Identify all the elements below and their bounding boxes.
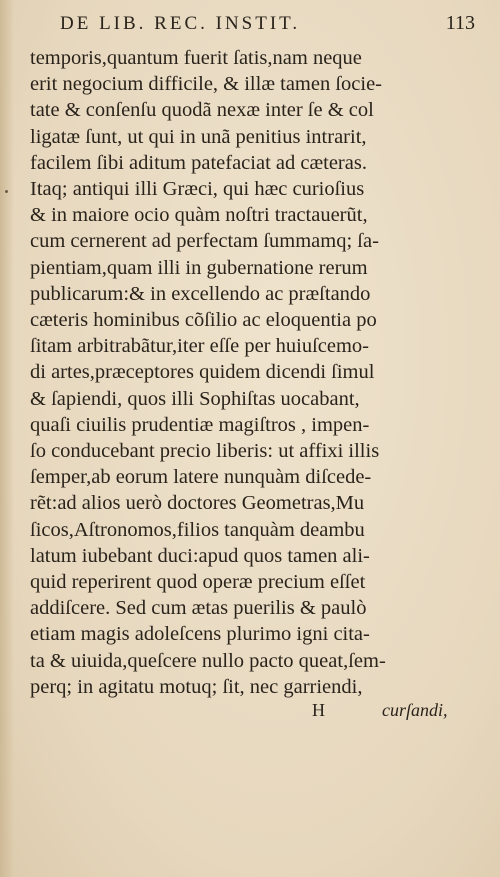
text-line: ta & uiuida,queſcere nullo pacto queat,ſem- [30, 649, 386, 672]
text-line: & in maiore ocio quàm noſtri tractauerũt, [30, 204, 368, 227]
text-line: facilem ſibi aditum patefaciat ad cæteras. [30, 151, 367, 174]
running-title: DE LIB. REC. INSTIT. [60, 13, 301, 34]
page-header [60, 12, 475, 35]
text-line: rẽt:ad alios uerò doctores Geometras,Mu [30, 492, 365, 515]
body-text [30, 45, 450, 700]
text-line: addiſcere. Sed cum ætas puerilis & paulò [30, 597, 367, 620]
text-line: ligatæ ſunt, ut qui in unã penitius intrarit, [30, 125, 367, 148]
page-gutter-shadow [0, 0, 14, 877]
signature-mark: H [312, 700, 325, 720]
text-line: pientiam,quam illi in gubernatione rerum [30, 256, 368, 279]
text-line: Itaq; antiqui illi Græci, qui hæc curioſius [30, 178, 365, 201]
text-line: quaſi ciuilis prudentiæ magiſtros , impen- [30, 413, 370, 436]
folio-number: 113 [445, 12, 475, 34]
text-line: temporis,quantum fuerit ſatis,nam neque [30, 47, 362, 69]
text-line: ſitam arbitrabãtur,iter eſſe per huiuſcemo- [30, 335, 369, 358]
text-line: etiam magis adoleſcens plurimo igni cita- [30, 623, 370, 646]
catchword: curſandi, [382, 700, 448, 720]
text-line: cæteris hominibus cõſilio ac eloquentia po [30, 309, 377, 332]
text-line: publicarum:& in excellendo ac præſtando [30, 282, 371, 305]
text-line: erit negocium difficile, & illæ tamen ſocie- [30, 73, 383, 96]
page-footer [30, 700, 470, 726]
text-line: cum cernerent ad perfectam ſummamq; ſa- [30, 230, 379, 253]
text-line: perq; in agitatu motuq; ſit, nec garriendi, [30, 675, 363, 698]
text-line: ſicos,Aſtronomos,filios tanquàm deambu [30, 518, 365, 541]
margin-mark [5, 190, 8, 193]
text-line: ſemper,ab eorum latere nunquàm diſcede- [30, 466, 372, 489]
text-line: di artes,præceptores quidem dicendi ſimul [30, 361, 375, 384]
text-line: ſo conducebant precio liberis: ut affixi illis [30, 440, 380, 463]
text-line: quid reperirent quod operæ precium eſſet [30, 571, 366, 594]
text-line: latum iubebant duci:apud quos tamen ali- [30, 544, 370, 567]
text-line: & ſapiendi, quos illi Sophiſtas uocabant, [30, 387, 360, 410]
text-line: tate & conſenſu quodã nexæ inter ſe & col [30, 99, 374, 122]
